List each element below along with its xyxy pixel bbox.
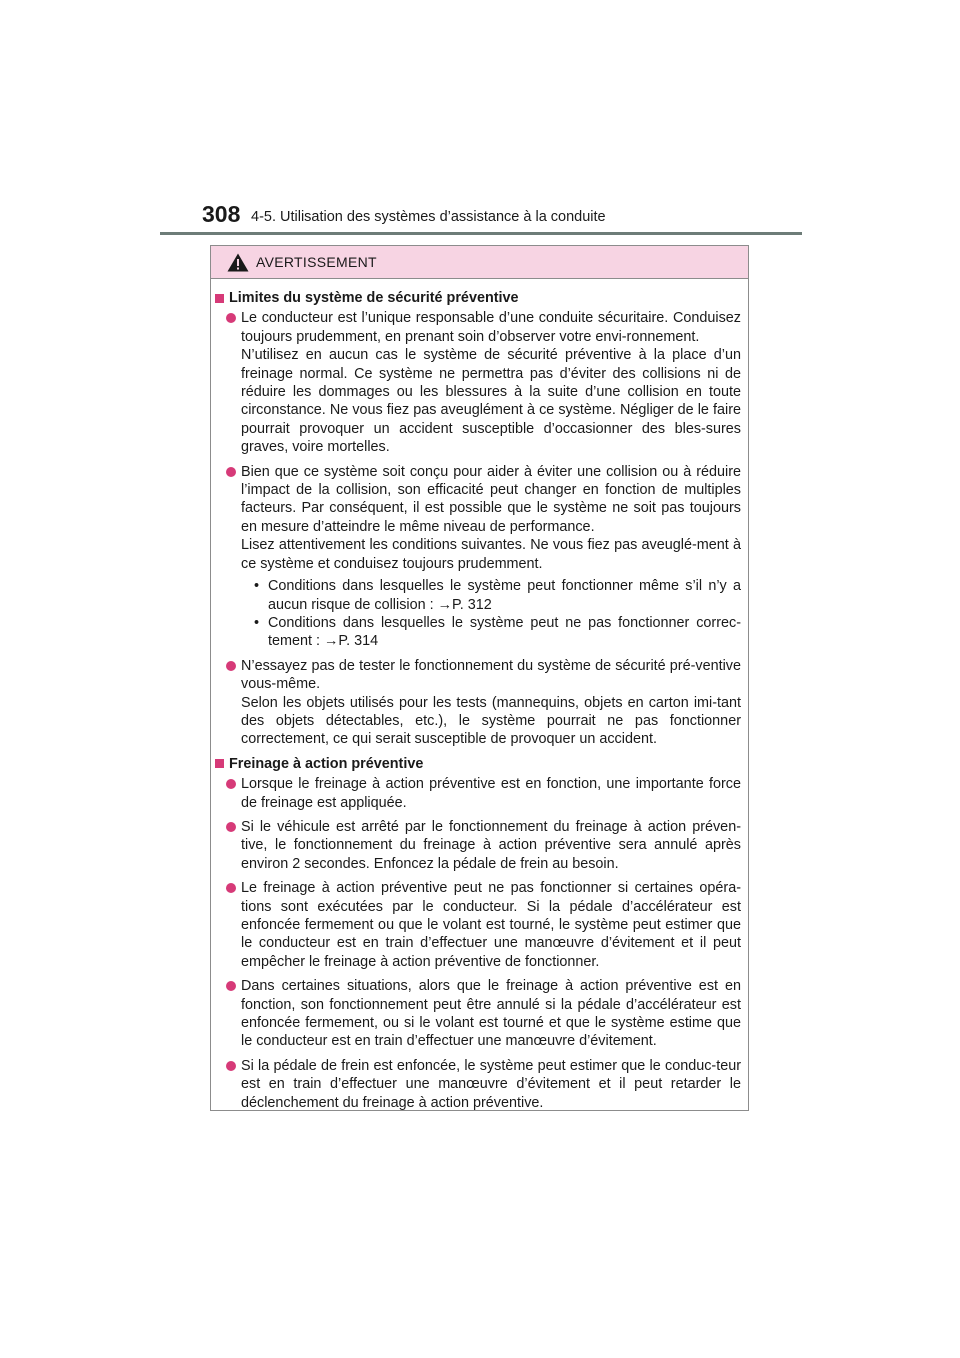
warning-title: AVERTISSEMENT (256, 254, 377, 270)
square-bullet-icon (215, 759, 224, 768)
dot-bullet-icon (226, 779, 236, 789)
paragraph: Si la pédale de frein est enfoncée, le système peut estimer que le conduc-teur est en train d’effectuer une manœuvre d’évitement et il peut retarder le déclenchement du freinage à action préventive. (241, 1057, 741, 1111)
dot-bullet-icon (226, 313, 236, 323)
paragraph: Le freinage à action préventive peut ne pas fonctionner si certaines opéra-tions sont exécutées par le conducteur. Si la pédale d’accélérateur est enfoncée fermement ou que le volant est tourné, le système peut estimer que le conducteur est en train d’effectuer une manœuvre d’évitement et il peut empêcher le freinage à action préventive de fonctionner. (241, 880, 741, 970)
page-number: 308 (202, 201, 241, 227)
paragraph: N’utilisez en aucun cas le système de sécurité préventive à la place d’un freinage normal. Ce système ne permettra pas d’éviter des collisions ni de réduire les dommages ou les blessures à la suite d’une collision en toute circonstance. Ne vous fiez pas aveuglément à ce système. Négliger de le faire pourrait provoquer un accident susceptible d’occasionner des bles-sures graves, voire mortelles. (241, 347, 741, 456)
list-item (215, 818, 741, 873)
warning-body (211, 279, 748, 1112)
dot-bullet-icon (226, 822, 236, 832)
sub-list-text: Conditions dans lesquelles le système peut fonctionner même s’il n’y a aucun risque de collision : →P. 312 (268, 578, 741, 613)
dot-bullet-icon (226, 1061, 236, 1071)
paragraph: Dans certaines situations, alors que le freinage à action préventive est en fonction, son fonctionnement peut être annulé si la pédale d’accélérateur est enfoncée fermement, ou si le volant est tourné et que le système estime que le conducteur est en train d’effectuer une manœuvre d’évitement. (241, 978, 741, 1050)
bullet-icon: • (254, 578, 260, 595)
warning-box (210, 245, 749, 1111)
warning-triangle-icon (227, 253, 249, 272)
section-heading-text: Freinage à action préventive (229, 755, 424, 772)
section-heading-text: Limites du système de sécurité préventive (229, 290, 519, 306)
section-heading (215, 289, 741, 307)
sub-list-item (254, 614, 741, 651)
paragraph: Le conducteur est l’unique responsable d’une conduite sécuritaire. Conduisez toujours prudemment, en prenant soin d’observer votre envi-ronnement. (241, 310, 741, 345)
sub-list-item (254, 577, 741, 614)
paragraph: N’essayez pas de tester le fonctionnement du système de sécurité pré-ventive vous-même. (241, 657, 741, 693)
list-item (215, 657, 741, 749)
list-item (215, 879, 741, 971)
sub-list-text: Conditions dans lesquelles le système peut ne pas fonctionner correc-tement : →P. 314 (268, 614, 741, 650)
dot-bullet-icon (226, 467, 236, 477)
list-item (215, 977, 741, 1051)
warning-header (211, 246, 748, 279)
list-item (215, 463, 741, 651)
sub-list (241, 577, 741, 651)
paragraph: Lorsque le freinage à action préventive est en fonction, une importante force de freinage est appliquée. (241, 776, 741, 811)
bullet-icon: • (254, 614, 260, 631)
dot-bullet-icon (226, 661, 236, 671)
section-title: 4-5. Utilisation des systèmes d’assistance à la conduite (251, 209, 606, 225)
warning-section (215, 289, 741, 749)
dot-bullet-icon (226, 883, 236, 893)
header-divider (160, 232, 802, 235)
list-item (215, 1057, 741, 1112)
paragraph: Bien que ce système soit conçu pour aider à éviter une collision ou à réduire l’impact de la collision, son efficacité peut changer en fonction de multiples facteurs. Par conséquent, il est possible que le système ne soit pas toujours en mesure d’atteindre le même niveau de performance. (241, 463, 741, 535)
warning-section (215, 755, 741, 1112)
section-heading (215, 755, 741, 773)
paragraph: Selon les objets utilisés pour les tests (mannequins, objets en carton imi-tant des objets détectables, etc.), le système pourrait ne pas fonctionner correctement, ce qui serait susceptible de provoquer un accident. (241, 694, 741, 748)
page-header (160, 200, 802, 236)
square-bullet-icon (215, 294, 224, 303)
dot-bullet-icon (226, 981, 236, 991)
list-item (215, 775, 741, 812)
paragraph: Si le véhicule est arrêté par le fonctionnement du freinage à action préven-tive, le fonctionnement du freinage à action préventive sera annulé après environ 2 secondes. Enfoncez la pédale de frein au besoin. (241, 818, 741, 872)
list-item (215, 309, 741, 456)
paragraph: Lisez attentivement les conditions suivantes. Ne vous fiez pas aveuglé-ment à ce système et conduisez toujours prudemment. (241, 537, 741, 572)
